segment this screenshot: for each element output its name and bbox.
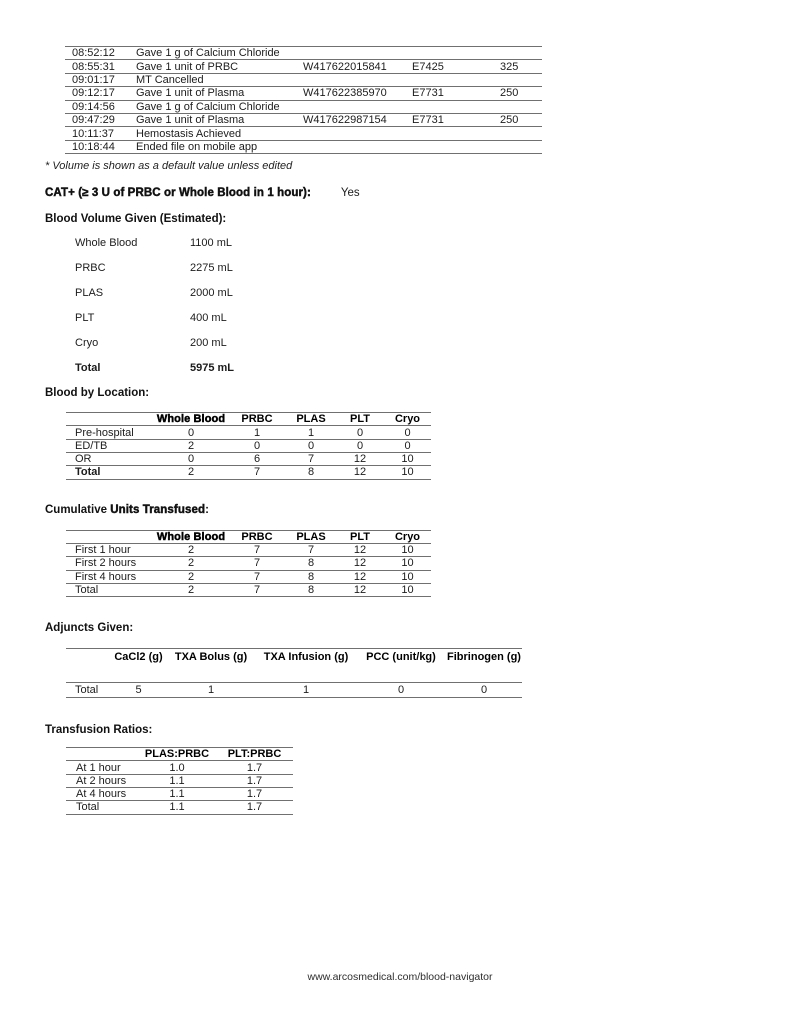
cell-value: 1.7 xyxy=(216,787,293,800)
event-row xyxy=(65,127,542,140)
table-row xyxy=(66,774,293,787)
cell-value: 7 xyxy=(228,466,286,479)
blood-volume-list xyxy=(75,237,800,375)
volume-row xyxy=(75,262,800,275)
volume-row xyxy=(75,287,800,300)
volume-label: Cryo xyxy=(75,337,99,350)
event-time: 10:11:37 xyxy=(65,127,136,140)
cell-value: 0 xyxy=(336,439,384,452)
event-description: Gave 1 unit of PRBC xyxy=(136,60,303,73)
cell-value: 1.7 xyxy=(216,774,293,787)
cell-value: 10 xyxy=(384,543,431,556)
cell-value: 7 xyxy=(286,543,336,556)
cell-value: 7 xyxy=(286,453,336,466)
cell-value: 1.7 xyxy=(216,801,293,814)
row-label: OR xyxy=(66,453,154,466)
cell-value: 7 xyxy=(228,557,286,570)
cell-value: 2 xyxy=(154,570,228,583)
column-header: TXA Bolus (g) xyxy=(166,649,256,666)
cell-value: 1.1 xyxy=(138,787,216,800)
table-header-row xyxy=(66,530,431,543)
table-row xyxy=(66,557,431,570)
unit-number xyxy=(303,100,412,113)
cell-value: 12 xyxy=(336,570,384,583)
event-description: Gave 1 unit of Plasma xyxy=(136,87,303,100)
table-header-row xyxy=(66,748,293,761)
unit-volume: 250 xyxy=(498,87,542,100)
blood-by-location-heading: Blood by Location: xyxy=(45,387,150,400)
blood-by-location-table xyxy=(66,412,431,479)
event-time: 09:12:17 xyxy=(65,87,136,100)
unit-number xyxy=(303,73,412,86)
heading-emphasis: Units Transfused xyxy=(110,503,206,516)
cell-value: 8 xyxy=(286,570,336,583)
event-description: Gave 1 g of Calcium Chloride xyxy=(136,47,303,60)
event-time: 08:52:12 xyxy=(65,47,136,60)
row-label: Total xyxy=(66,801,138,814)
cell-value: 0 xyxy=(446,683,522,698)
volume-row xyxy=(75,237,800,250)
product-code xyxy=(412,127,498,140)
cell-value: 10 xyxy=(384,557,431,570)
cell-value: 0 xyxy=(356,683,446,698)
cell-value: 1 xyxy=(286,426,336,439)
cat-plus-label: CAT+ (≥ 3 U of PRBC or Whole Blood in 1 hour): xyxy=(45,187,311,200)
adjuncts-heading: Adjuncts Given: xyxy=(45,622,134,635)
unit-number xyxy=(303,140,412,153)
cell-value: 0 xyxy=(154,426,228,439)
cat-plus-value: Yes xyxy=(340,187,360,200)
unit-number: W417622385970 xyxy=(303,87,412,100)
event-row xyxy=(65,87,542,100)
event-row xyxy=(65,140,542,153)
cell-value: 7 xyxy=(228,543,286,556)
heading-prefix: Cumulative xyxy=(45,503,111,516)
cell-value: 10 xyxy=(384,453,431,466)
column-header: Whole Blood xyxy=(154,413,228,426)
unit-volume: 325 xyxy=(498,60,542,73)
table-row xyxy=(66,439,431,452)
column-header: Whole Blood xyxy=(154,530,228,543)
volume-value: 1100 mL xyxy=(190,237,232,250)
row-label: At 2 hours xyxy=(66,774,138,787)
cell-value: 2 xyxy=(154,439,228,452)
cell-value: 1.1 xyxy=(138,774,216,787)
cell-value: 10 xyxy=(384,583,431,596)
cell-value: 2 xyxy=(154,543,228,556)
product-code: E7731 xyxy=(412,87,498,100)
row-label: Total xyxy=(66,583,154,596)
cell-value: 1 xyxy=(228,426,286,439)
product-code xyxy=(412,140,498,153)
cell-value: 0 xyxy=(384,439,431,452)
column-header: PLT:PRBC xyxy=(216,748,293,761)
row-label: First 4 hours xyxy=(66,570,154,583)
volume-label: PLAS xyxy=(75,287,104,300)
cell-value: 8 xyxy=(286,583,336,596)
product-code xyxy=(412,47,498,60)
cat-plus-line xyxy=(45,187,800,199)
column-header: PLT xyxy=(336,413,384,426)
event-description: Hemostasis Achieved xyxy=(136,127,303,140)
unit-number: W417622015841 xyxy=(303,60,412,73)
unit-volume xyxy=(498,140,542,153)
adjuncts-table xyxy=(66,648,522,698)
table-row xyxy=(66,453,431,466)
cell-value: 0 xyxy=(286,439,336,452)
event-time: 09:14:56 xyxy=(65,100,136,113)
cell-value: 12 xyxy=(336,583,384,596)
event-time: 09:01:17 xyxy=(65,73,136,86)
cell-value: 12 xyxy=(336,466,384,479)
blood-volume-heading: Blood Volume Given (Estimated): xyxy=(45,213,227,226)
table-row xyxy=(66,761,293,774)
column-header: PLAS xyxy=(286,530,336,543)
event-time: 10:18:44 xyxy=(65,140,136,153)
cell-value: 10 xyxy=(384,570,431,583)
volume-value: 2000 mL xyxy=(190,287,233,300)
cell-value: 0 xyxy=(384,426,431,439)
cell-value: 1.1 xyxy=(138,801,216,814)
unit-volume xyxy=(498,73,542,86)
cell-value: 7 xyxy=(228,570,286,583)
cell-value: 6 xyxy=(228,453,286,466)
transfusion-ratios-table xyxy=(66,747,293,814)
event-time: 08:55:31 xyxy=(65,60,136,73)
row-label: First 2 hours xyxy=(66,557,154,570)
transfusion-ratios-heading: Transfusion Ratios: xyxy=(45,724,153,737)
row-label: Total xyxy=(66,466,154,479)
event-row xyxy=(65,113,542,126)
event-description: Ended file on mobile app xyxy=(136,140,303,153)
cell-value: 12 xyxy=(336,543,384,556)
row-label: First 1 hour xyxy=(66,543,154,556)
unit-number xyxy=(303,127,412,140)
column-header: Fibrinogen (g) xyxy=(446,649,522,666)
cell-value: 8 xyxy=(286,557,336,570)
column-header: CaCl2 (g) xyxy=(111,649,166,666)
spacer-row xyxy=(66,666,522,683)
cell-value: 8 xyxy=(286,466,336,479)
table-total-row xyxy=(66,801,293,814)
cell-value: 2 xyxy=(154,557,228,570)
product-code xyxy=(412,73,498,86)
event-description: MT Cancelled xyxy=(136,73,303,86)
event-row xyxy=(65,100,542,113)
cell-value: 0 xyxy=(336,426,384,439)
cell-value: 1 xyxy=(256,683,356,698)
cell-value: 1.7 xyxy=(216,761,293,774)
cumulative-units-heading xyxy=(45,504,800,516)
table-row xyxy=(66,787,293,800)
table-total-row xyxy=(66,583,431,596)
volume-value: 5975 mL xyxy=(190,362,235,375)
unit-number: W417622987154 xyxy=(303,113,412,126)
event-description: Gave 1 unit of Plasma xyxy=(136,113,303,126)
unit-volume: 250 xyxy=(498,113,542,126)
cell-value: 2 xyxy=(154,466,228,479)
cell-value: 12 xyxy=(336,453,384,466)
volume-label: Whole Blood xyxy=(75,237,138,250)
volume-label: PLT xyxy=(75,312,95,325)
cell-value: 0 xyxy=(154,453,228,466)
cumulative-units-table xyxy=(66,530,431,597)
product-code: E7425 xyxy=(412,60,498,73)
cell-value: 2 xyxy=(154,583,228,596)
event-row xyxy=(65,60,542,73)
event-log-table xyxy=(65,46,542,154)
column-header: PRBC xyxy=(228,530,286,543)
column-header: PLAS xyxy=(286,413,336,426)
volume-value: 400 mL xyxy=(190,312,227,325)
footer-url: www.arcosmedical.com/blood-navigator xyxy=(307,971,493,983)
product-code xyxy=(412,100,498,113)
volume-label: Total xyxy=(75,362,101,375)
table-row xyxy=(66,543,431,556)
cell-value: 0 xyxy=(228,439,286,452)
volume-total-row xyxy=(75,362,800,375)
unit-volume xyxy=(498,100,542,113)
cell-value: 7 xyxy=(228,583,286,596)
product-code: E7731 xyxy=(412,113,498,126)
volume-value: 200 mL xyxy=(190,337,227,350)
row-label: ED/TB xyxy=(66,439,154,452)
event-time: 09:47:29 xyxy=(65,113,136,126)
table-total-row xyxy=(66,466,431,479)
cell-value: 12 xyxy=(336,557,384,570)
unit-volume xyxy=(498,127,542,140)
column-header: PCC (unit/kg) xyxy=(356,649,446,666)
column-header: TXA Infusion (g) xyxy=(256,649,356,666)
row-label: At 4 hours xyxy=(66,787,138,800)
volume-value: 2275 mL xyxy=(190,262,233,275)
column-header: Cryo xyxy=(384,413,431,426)
unit-number xyxy=(303,47,412,60)
volume-row xyxy=(75,312,800,325)
column-header: PRBC xyxy=(228,413,286,426)
event-row xyxy=(65,73,542,86)
cell-value: 10 xyxy=(384,466,431,479)
column-header: PLT xyxy=(336,530,384,543)
table-header-row xyxy=(66,649,522,666)
event-description: Gave 1 g of Calcium Chloride xyxy=(136,100,303,113)
column-header: Cryo xyxy=(384,530,431,543)
table-row xyxy=(66,570,431,583)
volume-note: * Volume is shown as a default value unless edited xyxy=(45,160,293,173)
event-row xyxy=(65,47,542,60)
cell-value: 1 xyxy=(166,683,256,698)
volume-label: PRBC xyxy=(75,262,106,275)
cell-value: 5 xyxy=(111,683,166,698)
row-label: Total xyxy=(66,683,111,698)
row-label: At 1 hour xyxy=(66,761,138,774)
heading-suffix: : xyxy=(205,503,209,516)
unit-volume xyxy=(498,47,542,60)
volume-row xyxy=(75,337,800,350)
cell-value: 1.0 xyxy=(138,761,216,774)
table-header-row xyxy=(66,413,431,426)
column-header: PLAS:PRBC xyxy=(138,748,216,761)
table-row xyxy=(66,426,431,439)
table-total-row xyxy=(66,683,522,698)
row-label: Pre-hospital xyxy=(66,426,154,439)
